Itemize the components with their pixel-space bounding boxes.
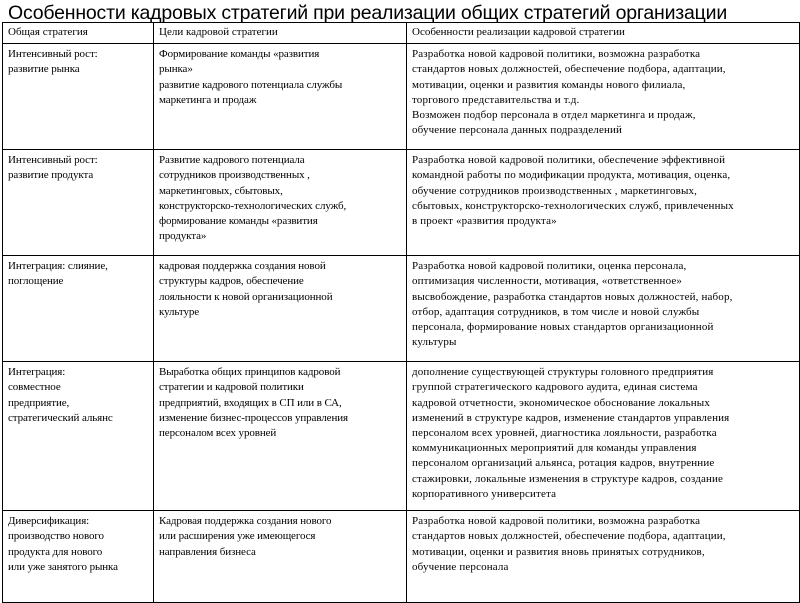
cell-features: Разработка новой кадровой политики, оценка персонала, оптимизация численности, мотивация, «ответственное» высвобождение, разработка стандартов новых должностей, набор, отбор, адаптация сотрудников, в том числе и новой службы персонала, формирование новых стандартов организационной культуры	[407, 256, 800, 362]
table-row	[3, 511, 800, 603]
cell-strategy: Интенсивный рост: развитие рынка	[3, 44, 154, 150]
table-row	[3, 362, 800, 511]
cell-goals: Кадровая поддержка создания нового или расширения уже имеющегося направления бизнеса	[154, 511, 407, 603]
table-row	[3, 44, 800, 150]
table-row	[3, 150, 800, 256]
cell-goals: Развитие кадрового потенциала сотрудников производственных , маркетинговых, сбытовых, конструкторско-технологических служб, формирование команды «развития продукта»	[154, 150, 407, 256]
cell-strategy: Интенсивный рост: развитие продукта	[3, 150, 154, 256]
cell-strategy: Диверсификация: производство нового продукта для нового или уже занятого рынка	[3, 511, 154, 603]
header-hr-strategy-features: Особенности реализации кадровой стратегии	[407, 23, 800, 44]
cell-goals: Выработка общих принципов кадровой стратегии и кадровой политики предприятий, входящих в СП или в СА, изменение бизнес-процессов управления персоналом всех уровней	[154, 362, 407, 511]
table-row	[3, 256, 800, 362]
cell-goals: Формирование команды «развития рынка» развитие кадрового потенциала службы маркетинга и продаж	[154, 44, 407, 150]
cell-features: Разработка новой кадровой политики, возможна разработка стандартов новых должностей, обеспечение подбора, адаптации, мотивации, оценки и развития вновь принятых сотрудников, обучение персонала	[407, 511, 800, 603]
header-general-strategy: Общая стратегия	[3, 23, 154, 44]
header-hr-strategy-goals: Цели кадровой стратегии	[154, 23, 407, 44]
cell-goals: кадровая поддержка создания новой структуры кадров, обеспечение лояльности к новой организационной культуре	[154, 256, 407, 362]
cell-features: Разработка новой кадровой политики, обеспечение эффективной командной работы по модификации продукта, мотивация, оценка, обучение сотрудников производственных , маркетинговых, сбытовых, конструкторско-технологических служб, привлеченных в проект «развития продукта»	[407, 150, 800, 256]
strategy-table	[2, 22, 800, 603]
cell-strategy: Интеграция: слияние, поглощение	[3, 256, 154, 362]
cell-features: дополнение существующей структуры головного предприятия группой стратегического кадрового аудита, единая система кадровой отчетности, экономическое обоснование локальных изменений в структуре кадров, изменение стандартов управления персоналом всех уровней, диагностика лояльности, разработка коммуникационных мероприятий для команды управления персоналом организаций альянса, ротация кадров, внутренние стажировки, локальные изменения в структуре кадров, создание корпоративного университета	[407, 362, 800, 511]
table-header-row	[3, 23, 800, 44]
cell-strategy: Интеграция: совместное предприятие, стратегический альянс	[3, 362, 154, 511]
cell-features: Разработка новой кадровой политики, возможна разработка стандартов новых должностей, обеспечение подбора, адаптации, мотивации, оценки и развития команды нового филиала, торгового представительства и т.д. Возможен подбор персонала в отдел маркетинга и продаж, обучение персонала данных подразделений	[407, 44, 800, 150]
page-title: Особенности кадровых стратегий при реализации общих стратегий организации	[8, 2, 728, 24]
